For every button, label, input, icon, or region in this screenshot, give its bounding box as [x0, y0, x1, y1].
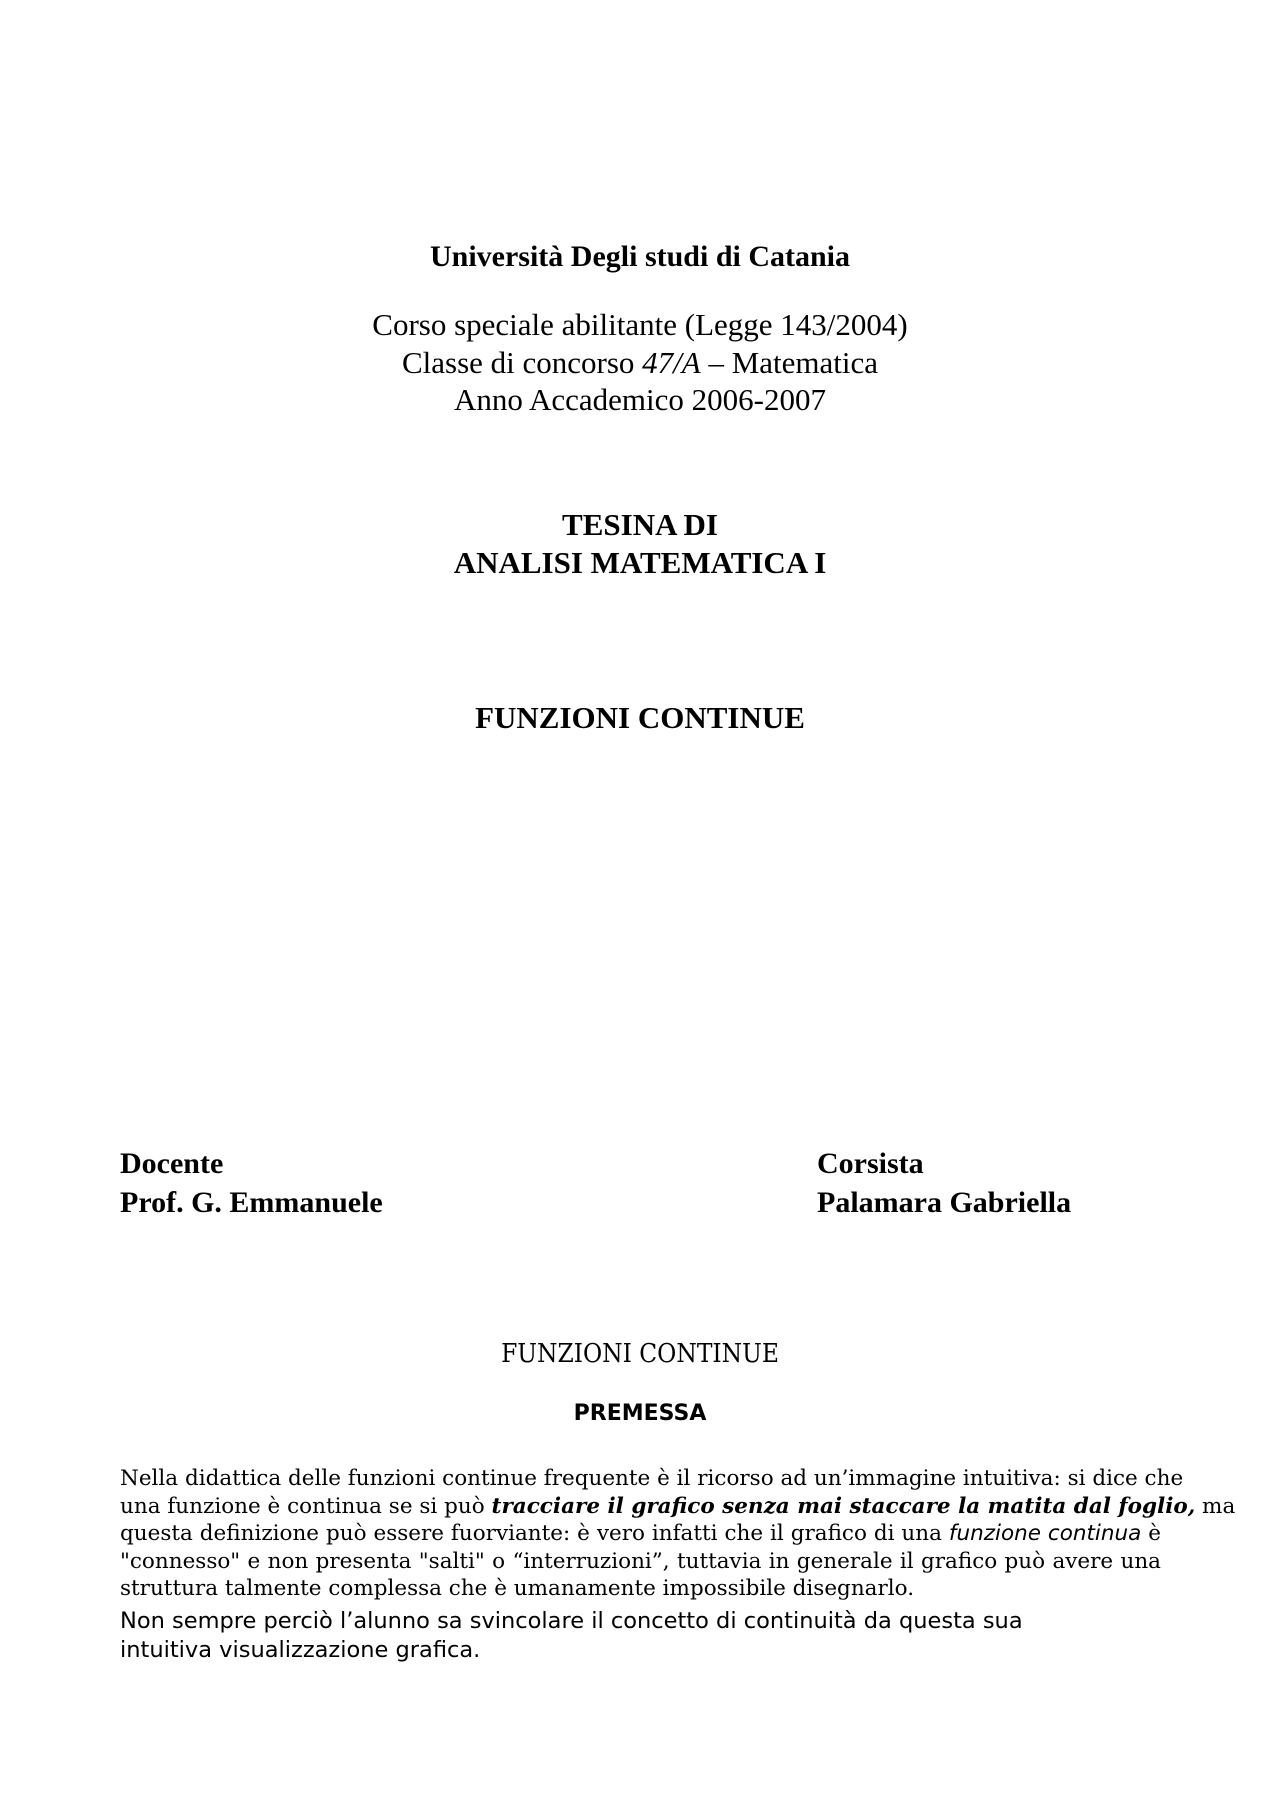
class-line-prefix: Classe di concorso — [401, 344, 643, 380]
thesis-line-2: ANALISI MATEMATICA I — [453, 545, 827, 580]
text-run: è — [1141, 1521, 1162, 1546]
section-title: FUNZIONI CONTINUE — [501, 1339, 779, 1369]
section-subtitle: PREMESSA — [573, 1401, 707, 1426]
italic-term: funzione continua — [948, 1521, 1142, 1546]
class-line — [0, 344, 1280, 382]
academic-year-line: Anno Accademico 2006-2007 — [454, 382, 826, 417]
thesis-line-1: TESINA DI — [562, 507, 718, 542]
topic-title: FUNZIONI CONTINUE — [475, 700, 805, 735]
student-block — [817, 1144, 1071, 1222]
thesis-title — [0, 506, 1280, 582]
second-paragraph — [120, 1607, 1180, 1665]
text-run: una funzione è continua se si può — [120, 1493, 492, 1519]
text-run: questa definizione può essere fuorviante: è vero infatti che il grafico di una — [120, 1521, 949, 1546]
teacher-name: Prof. G. Emmanuele — [120, 1186, 383, 1219]
course-line: Corso speciale abilitante (Legge 143/2004) — [372, 307, 908, 342]
paragraph-line: "connesso" e non presenta "salti" o “interruzioni”, tuttavia in generale il grafico può avere una — [120, 1548, 1161, 1574]
paragraph-line: struttura talmente complessa che è umanamente impossibile disegnarlo. — [120, 1576, 915, 1601]
student-name: Palamara Gabriella — [817, 1186, 1072, 1219]
university-title: Università Degli studi di Catania — [429, 240, 851, 273]
class-line-suffix: – Matematica — [700, 344, 879, 380]
class-code: 47/A — [642, 344, 701, 380]
intro-paragraph — [120, 1465, 1236, 1603]
student-label: Corsista — [817, 1147, 924, 1180]
paragraph-line: Non sempre perciò l’alunno sa svincolare il concetto di continuità da questa sua — [120, 1608, 1023, 1634]
paragraph-line: Nella didattica delle funzioni continue frequente è il ricorso ad un’immagine intuitiva: si dice che — [120, 1466, 1184, 1491]
text-run: ma — [1195, 1493, 1236, 1519]
course-info — [0, 306, 1280, 419]
paragraph-line — [120, 1520, 1161, 1548]
emphasis-text: tracciare il grafico senza mai staccare la matita dal foglio, — [491, 1493, 1196, 1519]
teacher-block — [120, 1144, 383, 1222]
teacher-label: Docente — [120, 1147, 224, 1180]
paragraph-line: intuitiva visualizzazione grafica. — [120, 1637, 481, 1663]
paragraph-line — [120, 1493, 1236, 1521]
